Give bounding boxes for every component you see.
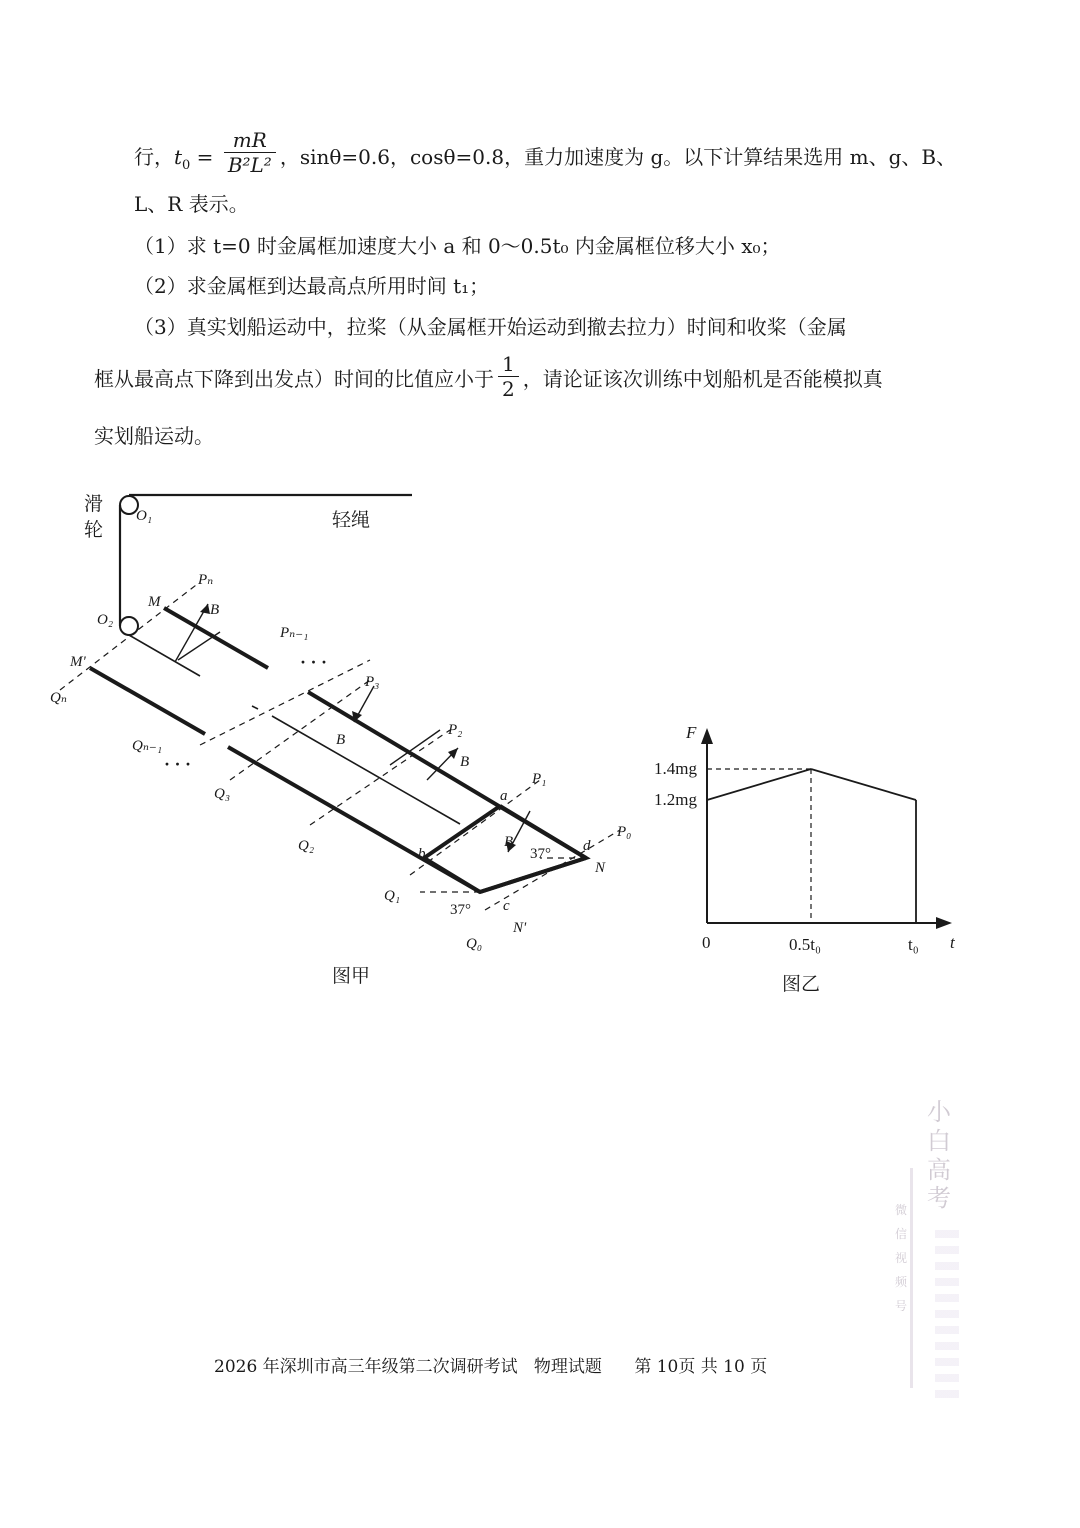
label-o1: O₁ <box>136 508 153 524</box>
label-field-b-1: B <box>210 602 220 618</box>
label-p0: P₀ <box>617 824 632 840</box>
label-pulley-1: 滑 <box>84 493 104 515</box>
q3-line2-rest: ，请论证该次训练中划船机是否能模拟真 <box>522 367 883 391</box>
question-1-text: （1）求 t=0 时金属框加速度大小 a 和 0～0.5t₀ 内金属框位移大小 x₀； <box>134 234 781 258</box>
f-segment-rising <box>707 769 811 800</box>
label-m-prime: M' <box>70 654 86 670</box>
y-axis-arrow-icon <box>701 728 713 744</box>
rod-thin-1 <box>129 635 200 676</box>
y-tick-1.4mg: 1.4mg <box>654 759 697 778</box>
label-field-b-4: B <box>504 834 514 850</box>
dots-upper: · · · <box>300 652 328 672</box>
question-3-line-2 <box>94 352 883 403</box>
label-q3: Q₃ <box>214 786 231 802</box>
origin-label: 0 <box>702 933 711 952</box>
label-o2: O₂ <box>97 612 114 628</box>
page-footer <box>214 1352 767 1377</box>
label-d: d <box>583 838 591 854</box>
y-axis-label: F <box>686 723 697 742</box>
question-2-text: （2）求金属框到达最高点所用时间 t₁； <box>134 274 490 298</box>
question-3-text-3: 实划船运动。 <box>94 424 214 448</box>
label-b: b <box>418 846 426 862</box>
rod-thin-dash <box>252 706 258 709</box>
y-tick-1.2mg: 1.2mg <box>654 790 697 809</box>
label-n-prime: N' <box>513 920 527 936</box>
line1-prefix: 行， <box>134 145 174 169</box>
figure-b-chart <box>640 710 970 1010</box>
half-denominator: 2 <box>502 377 515 401</box>
label-field-b-2: B <box>460 754 470 770</box>
t0-denominator: B²L² <box>227 153 272 177</box>
question-3-line-1 <box>134 317 847 337</box>
f-segment-falling <box>811 769 916 800</box>
equals-sign: = <box>190 145 220 169</box>
watermark-subtitle: 微信视频号 <box>895 1203 908 1313</box>
x-tick-0.5t0: 0.5t₀ <box>789 935 821 954</box>
line2: L、R 表示。 <box>134 192 249 216</box>
half-numerator: 1 <box>498 354 519 377</box>
label-c: c <box>503 898 510 914</box>
label-p2: P₂ <box>448 722 463 738</box>
question-2 <box>134 276 489 296</box>
label-qn: Qₙ <box>50 690 67 706</box>
pulley-o2 <box>120 617 138 635</box>
figure-a-caption: 图甲 <box>332 965 371 987</box>
x-axis-arrow-icon <box>936 917 952 929</box>
watermark-vertical-bar <box>910 1168 913 1388</box>
watermark-title: 小白高考 <box>927 1098 951 1213</box>
footer-page: 第 10页 共 10 页 <box>634 1357 768 1377</box>
label-m: M <box>148 594 161 610</box>
arrowhead-b-1 <box>200 604 210 614</box>
label-q1: Q₁ <box>384 888 401 904</box>
footer-exam: 2026 年深圳市高三年级第二次调研考试 <box>214 1357 518 1377</box>
rail-lower-1 <box>90 668 205 734</box>
dots-lower: · · · <box>164 754 192 774</box>
label-field-b-3: B <box>336 732 346 748</box>
label-pn: Pₙ <box>198 572 214 588</box>
label-pulley-2: 轮 <box>84 519 104 541</box>
x-tick-t0: t₀ <box>908 935 919 954</box>
question-3-text-1: （3）真实划船运动中，拉桨（从金属框开始运动到撤去拉力）时间和收桨（金属 <box>134 315 847 339</box>
label-a: a <box>500 788 508 804</box>
line1-rest: ，sinθ=0.6，cosθ=0.8，重力加速度为 g。以下计算结果选用 m、g、B、 <box>279 145 957 169</box>
watermark <box>895 1098 965 1398</box>
x-axis-label: t <box>950 933 955 952</box>
label-q2: Q₂ <box>298 838 315 854</box>
t0-sub: 0 <box>182 158 191 173</box>
half-fraction <box>498 354 519 399</box>
text-line-2 <box>134 194 249 214</box>
label-angle-upper: 37° <box>530 846 551 862</box>
t0-numerator: mR <box>224 130 276 153</box>
arrow-b-1 <box>175 604 208 662</box>
label-n: N <box>595 860 606 876</box>
t0-symbol: t <box>174 145 183 169</box>
text-line-1 <box>134 128 957 181</box>
footer-subject: 物理试题 <box>533 1357 602 1377</box>
label-p1: P₁ <box>532 771 547 787</box>
question-3-line-3 <box>94 426 214 446</box>
label-pn1: Pₙ₋₁ <box>280 625 309 641</box>
label-angle-lower: 37° <box>450 902 471 918</box>
rod-thin-2 <box>272 716 463 824</box>
figure-b-caption: 图乙 <box>782 973 821 995</box>
label-q0: Q₀ <box>466 936 483 952</box>
figure-a-diagram <box>40 480 720 1000</box>
label-qn1: Qₙ₋₁ <box>132 738 163 754</box>
label-p3: P₃ <box>365 674 380 690</box>
t0-fraction <box>224 130 276 175</box>
question-1 <box>134 236 781 256</box>
watermark-checker <box>935 1228 959 1398</box>
boundary-pn-qn <box>60 582 200 690</box>
label-rope: 轻绳 <box>332 509 371 531</box>
q3-line2-prefix: 框从最高点下降到出发点）时间的比值应小于 <box>94 367 494 391</box>
